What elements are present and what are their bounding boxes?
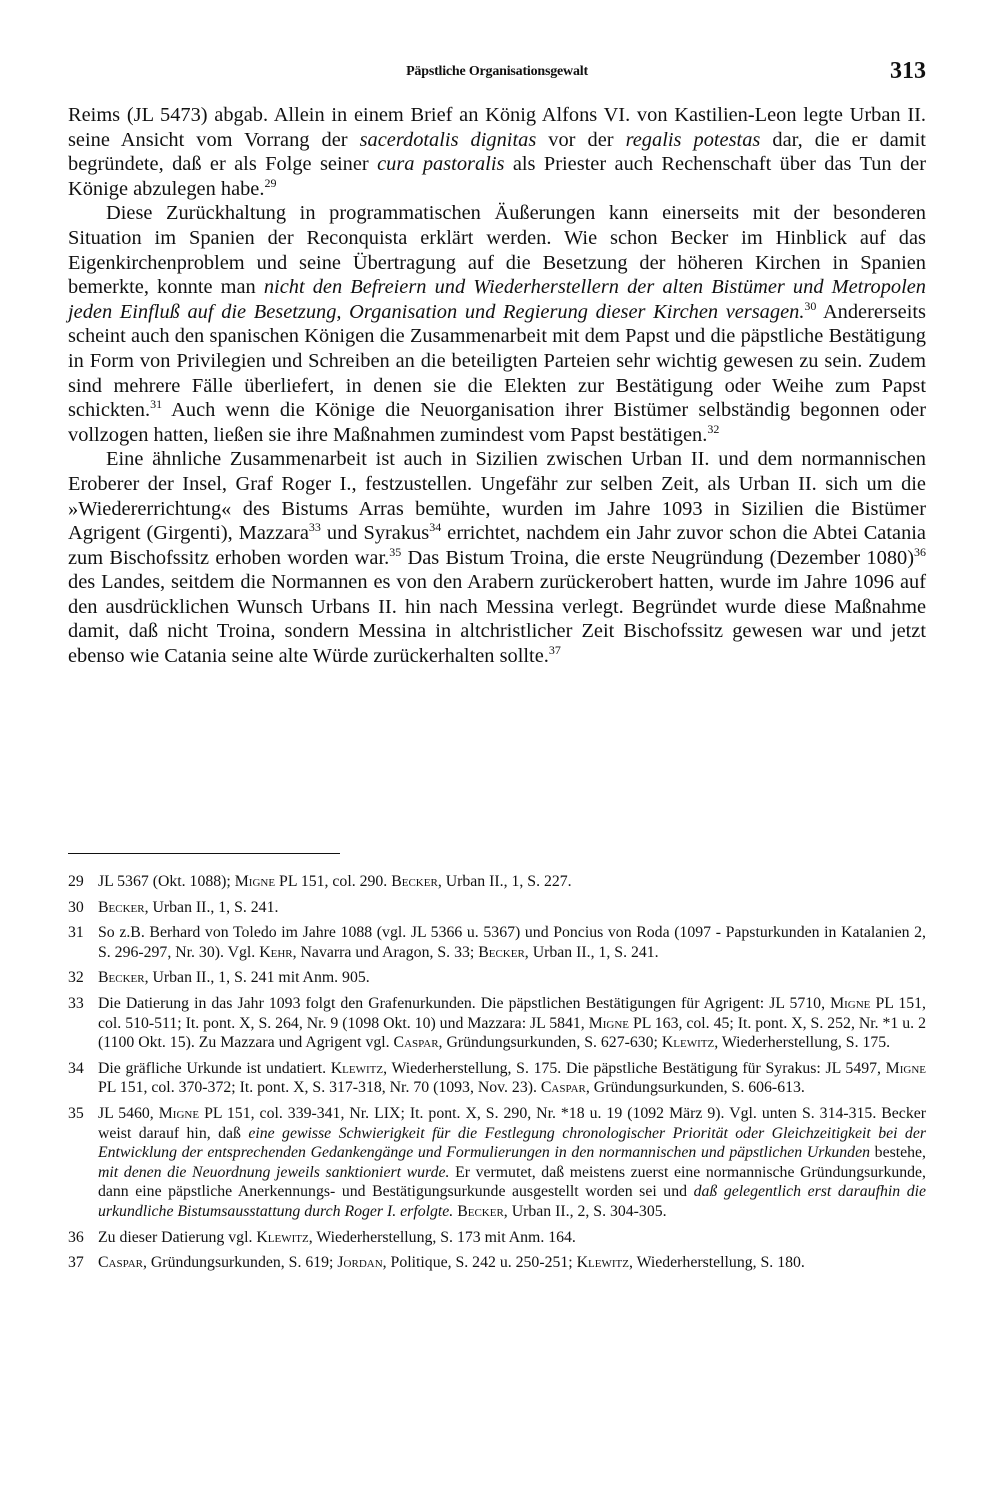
footnote-number: 32 xyxy=(68,969,84,987)
footnote-29 xyxy=(68,872,926,892)
footnote-31 xyxy=(68,923,926,962)
footnote-ref: 33 xyxy=(308,520,321,535)
footnote-ref: 29 xyxy=(264,175,277,190)
paragraph-1 xyxy=(68,103,926,201)
author-name: Becker xyxy=(478,943,525,961)
footnote-separator xyxy=(68,853,340,854)
author-name: Klewitz xyxy=(256,1228,309,1246)
text-span: Die gräfliche Urkunde ist undatiert. xyxy=(98,1059,331,1077)
page-number: 313 xyxy=(890,58,926,84)
text-span: , Gründungsurkunden, S. 627-630; xyxy=(438,1034,662,1052)
footnote-number: 36 xyxy=(68,1228,84,1246)
author-name: Migne xyxy=(885,1059,926,1077)
author-name: Kehr xyxy=(259,943,293,961)
text-span: , Wiederherstellung, S. 175. xyxy=(714,1034,891,1052)
author-name: Becker xyxy=(98,969,145,987)
text-span: errichtet, nachdem ein Jahr zuvor schon die Abtei Catania zum Bischofssitz erhoben worden war. xyxy=(68,522,926,569)
text-span: , Politique, S. 242 u. 250-251; xyxy=(382,1254,577,1272)
text-span: PL 163, col. 45; It. pont. X, S. 252, Nr. *1 u. 2 (1100 Okt. 15). Zu Mazzara und Agrigent vgl. xyxy=(98,1014,926,1052)
latin-term: regalis potestas xyxy=(625,128,761,151)
author-name: Becker xyxy=(391,873,438,890)
text-span: Die Datierung in das Jahr 1093 folgt den Grafenurkunden. Die päpstlichen Bestätigungen für Agrigent: JL 5710, xyxy=(98,994,831,1012)
text-span: Er vermutet, daß meistens zuerst eine normannische Gründungsurkunde, dann eine päpstliche Anerkennungs- und Bestätigungsurkunde ausgestellt worden sei und xyxy=(98,1163,927,1201)
text-span: , Urban II., 1, S. 241. xyxy=(144,898,279,916)
running-title: Päpstliche Organisationsgewalt xyxy=(406,64,588,79)
page-header xyxy=(68,58,926,88)
footnote-number: 34 xyxy=(68,1059,84,1077)
quotation: mit denen die Neuordnung jeweils sanktioniert wurde. xyxy=(98,1163,450,1181)
text-span: So z.B. Berhard von Toledo im Jahre 1088 (vgl. JL 5366 u. 5367) und Poncius von Roda (1097 - Papsturkunden in Katalanien 2, S. 296-297, Nr. 30). Vgl. xyxy=(98,924,926,961)
author-name: Klewitz xyxy=(661,1034,715,1052)
paragraph-3 xyxy=(68,447,926,668)
main-text xyxy=(68,103,926,669)
text-span: Reims (JL 5473) abgab. Allein in einem Brief an König Alfons VI. von Kastilien-Leon legte Urban II. seine Ansicht vom Vorrang der xyxy=(68,104,926,151)
text-span: Diese Zurückhaltung in programmatischen Äußerungen kann einerseits mit der besonderen Situation im Spanien der Reconquista erklärt werden. Wie schon Becker im Hinblick auf das Eigenkirchenproblem und seine Übertragung auf die Besetzung der höheren Kirchen in Spanien bemerkte, konnte man xyxy=(68,202,926,299)
footnote-ref: 35 xyxy=(389,544,402,559)
quotation: nicht den Befreiern und Wiederherstellern der alten Bistümer und Metropolen jeden Einfluß auf die Besetzung, Organisation und Regierung dieser Kirchen versagen. xyxy=(68,276,926,323)
text-span: PL 151, col. 290. xyxy=(275,873,392,890)
footnote-ref: 30 xyxy=(804,298,817,313)
footnote-number: 37 xyxy=(68,1254,84,1272)
text-span: vor der xyxy=(536,128,626,151)
footnote-ref: 32 xyxy=(707,421,720,436)
footnote-number: 29 xyxy=(68,873,84,890)
text-span: PL 151, col. 339-341, Nr. LIX; It. pont. X, S. 290, Nr. *18 u. 19 (1092 März 9). Vgl. unten S. 314-315. Becker weist darauf hin, daß xyxy=(98,1104,926,1142)
text-span: Andererseits scheint auch den spanischen Königen die Zusammenarbeit mit dem Papst und die päpstliche Bestätigung in Form von Privilegien und Schreiben an die beteiligten Parteien sehr wichtig gewesen zu sein. Zudem sind mehrere Fälle überliefert, in denen sie die Elekten zur Bestätigung oder Weihe zum Papst schickten. xyxy=(68,300,926,422)
text-span: PL 151, col. 370-372; It. pont. X, S. 317-318, Nr. 70 (1093, Nov. 23). xyxy=(98,1079,541,1097)
author-name: Migne xyxy=(588,1014,630,1032)
text-span: JL 5367 (Okt. 1088); xyxy=(98,873,235,890)
author-name: Becker xyxy=(457,1202,504,1220)
footnote-37 xyxy=(68,1253,926,1273)
text-span: PL 151, col. 510-511; It. pont. X, S. 264, Nr. 9 (1098 Okt. 10) und Mazzara: JL 5841, xyxy=(98,994,926,1032)
text-span: , Urban II., 1, S. 241 mit Anm. 905. xyxy=(144,969,370,987)
author-name: Caspar xyxy=(540,1079,586,1097)
footnote-ref: 31 xyxy=(150,397,163,412)
text-span: des Landes, seitdem die Normannen es von den Arabern zurückerobert hatten, wurde im Jahre 1096 auf den ausdrücklichen Wunsch Urbans II. hin nach Messina verlegt. Begründet wurde diese Maßnahme damit, daß nicht Troina, sondern Messina in altchristlicher Zeit Bischofssitz gewesen war und jetzt ebenso wie Catania seine alte Würde zurückerhalten sollte. xyxy=(68,571,926,668)
author-name: Migne xyxy=(158,1104,200,1122)
text-span: als Priester auch Rechenschaft über das Tun der Könige abzulegen habe. xyxy=(68,153,927,200)
text-span: Auch wenn die Könige die Neuorganisation ihrer Bistümer selbständig begonnen oder vollzogen hatten, ließen sie ihre Maßnahmen zumindest vom Papst bestätigen. xyxy=(68,399,926,446)
author-name: Caspar xyxy=(393,1034,439,1052)
footnote-36 xyxy=(68,1228,926,1248)
footnote-32 xyxy=(68,968,926,988)
text-span: Das Bistum Troina, die erste Neugründung (Dezember 1080) xyxy=(401,546,914,569)
author-name: Migne xyxy=(234,873,276,890)
text-span: , Wiederherstellung, S. 173 mit Anm. 164. xyxy=(308,1228,576,1246)
quotation: eine gewisse Schwierigkeit für die Festlegung chronologischer Priorität oder Gleichzeitigkeit bei der Entwicklung der entsprechenden Gedankengänge und Formulierungen in den normannischen und päpstlichen Urkunden xyxy=(98,1124,926,1162)
footnotes xyxy=(68,872,926,1279)
text-span: Zu dieser Datierung vgl. xyxy=(98,1228,257,1246)
text-span: , Wiederherstellung, S. 180. xyxy=(628,1254,805,1272)
text-span: Eine ähnliche Zusammenarbeit ist auch in Sizilien zwischen Urban II. und dem normannischen Eroberer der Insel, Graf Roger I., festzustellen. Ungefähr zur selben Zeit, als Urban II. sich um die »Wiedererrichtung« des Bistums Arras bemühte, wurden im Jahre 1093 in Sizilien die Bistümer Agrigent (Girgenti), Mazzara xyxy=(68,448,926,545)
quotation: daß gelegentlich erst daraufhin die urkundliche Bistumsausstattung durch Roger I. erfolgte. xyxy=(98,1183,927,1220)
text-span: , Wiederherstellung, S. 175. Die päpstliche Bestätigung für Syrakus: JL 5497, xyxy=(383,1059,886,1077)
author-name: Migne xyxy=(830,994,871,1012)
footnote-35 xyxy=(68,1104,926,1222)
footnote-30 xyxy=(68,898,926,918)
footnote-ref: 34 xyxy=(429,520,442,535)
footnote-number: 33 xyxy=(68,994,84,1012)
paragraph-2 xyxy=(68,201,926,447)
footnote-33 xyxy=(68,994,926,1053)
text-span: , Urban II., 2, S. 304-305. xyxy=(503,1202,667,1220)
text-span: dar, die er damit begründete, daß er als Folge seiner xyxy=(68,128,926,176)
author-name: Klewitz xyxy=(330,1059,384,1077)
text-span: , Navarra und Aragon, S. 33; xyxy=(292,943,479,961)
latin-term: sacerdotalis dignitas xyxy=(359,128,537,151)
text-span: , Gründungsurkunden, S. 606-613. xyxy=(585,1079,805,1097)
text-span: bestehe, xyxy=(870,1144,926,1162)
footnote-34 xyxy=(68,1059,926,1098)
footnote-ref: 37 xyxy=(548,643,561,658)
text-span: JL 5460, xyxy=(98,1104,159,1122)
author-name: Klewitz xyxy=(576,1254,629,1272)
text-span: , Gründungsurkunden, S. 619; xyxy=(143,1254,338,1272)
latin-term: cura pastoralis xyxy=(377,153,505,176)
text-span: , Urban II., 1, S. 241. xyxy=(524,943,659,961)
footnote-number: 30 xyxy=(68,898,84,916)
text-span: , Urban II., 1, S. 227. xyxy=(437,873,572,890)
author-name: Caspar xyxy=(98,1254,143,1272)
footnote-ref: 36 xyxy=(914,544,926,559)
author-name: Jordan xyxy=(337,1254,383,1272)
footnote-number: 35 xyxy=(68,1104,84,1122)
text-span: und Syrakus xyxy=(320,522,430,545)
author-name: Becker xyxy=(98,898,145,916)
footnote-number: 31 xyxy=(68,924,84,942)
